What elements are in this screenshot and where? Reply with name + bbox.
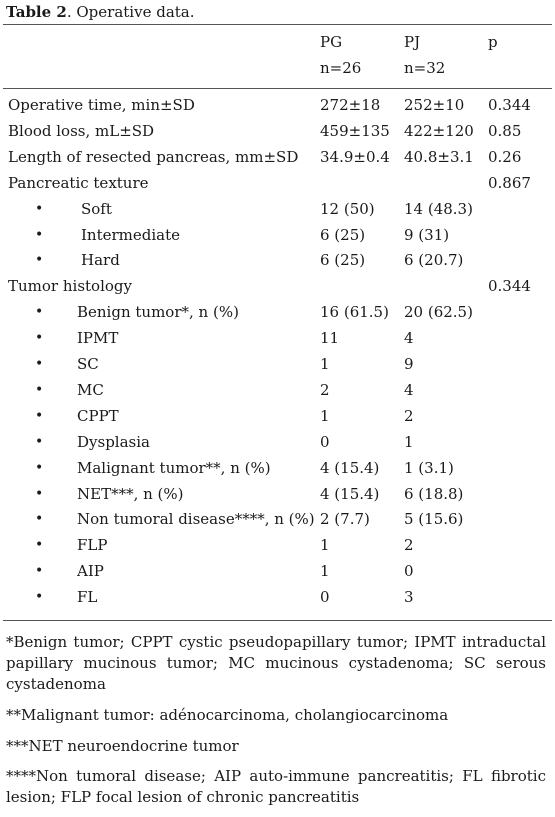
row-bullet: • [35,200,44,217]
header-pj-n: n=32 [404,59,446,77]
table-title: . Operative data. [66,3,195,21]
row-pj-value: 1 (3.1) [404,458,454,477]
row-label: IPMT [77,329,119,348]
header-pg: PG [320,33,343,51]
row-pg-value: 11 [320,329,340,348]
row-label: FLP [77,536,108,555]
row-label: NET***, n (%) [77,484,184,503]
row-pg-value: 1 [320,406,330,425]
row-pg-value: 34.9±0.4 [320,147,390,166]
row-pg-value: 4 (15.4) [320,484,380,503]
row-bullet: • [35,511,44,528]
row-label: AIP [77,562,104,581]
row-pj-value: 1 [404,432,414,451]
header-p: p [488,33,498,51]
footnote-net: ***NET neuroendocrine tumor [6,737,239,755]
header-pj: PJ [404,33,421,51]
row-pj-value: 4 [404,329,414,348]
row-label: Benign tumor*, n (%) [77,303,239,322]
row-label: FL [77,588,98,607]
row-pj-value: 9 (31) [404,225,450,244]
row-pj-value: 2 [404,536,414,555]
header-pg-n: n=26 [320,59,362,77]
row-pg-value: 459±135 [320,121,390,140]
row-label: Length of resected pancreas, mm±SD [8,147,299,166]
row-p-value: 0.85 [488,121,522,140]
row-label: Operative time, min±SD [8,96,195,114]
bottom-rule [3,620,552,621]
table-caption [6,3,195,21]
row-p-value: 0.26 [488,147,522,166]
row-label: Pancreatic texture [8,173,149,192]
row-bullet: • [35,433,44,450]
top-rule [3,24,552,25]
row-label: Hard [81,251,120,270]
table-label: Table 2 [6,3,67,21]
row-pj-value: 14 (48.3) [404,199,473,218]
row-pj-value: 6 (18.8) [404,484,464,503]
row-bullet: • [35,381,44,398]
row-bullet: • [35,304,44,321]
footnote-benign: *Benign tumor; CPPT cystic pseudopapillary tumor; IPMT intraductal papillary mucinous tumor; MC mucinous cystadenoma; SC serous cystadenoma [6,633,546,693]
footnote-malignant: **Malignant tumor: adénocarcinoma, cholangiocarcinoma [6,706,449,724]
row-pg-value: 2 (7.7) [320,510,370,529]
row-pg-value: 2 [320,380,330,399]
row-pg-value: 16 (61.5) [320,303,389,322]
row-label: Dysplasia [77,432,150,451]
row-bullet: • [35,407,44,424]
row-bullet: • [35,459,44,476]
row-label: Intermediate [81,225,181,244]
row-pj-value: 0 [404,562,414,581]
row-label: Blood loss, mL±SD [8,121,155,140]
row-pg-value: 1 [320,562,330,581]
row-bullet: • [35,589,44,606]
row-p-value: 0.867 [488,173,531,192]
row-bullet: • [35,563,44,580]
row-pg-value: 6 (25) [320,251,366,270]
footnote-non-tumoral: ****Non tumoral disease; AIP auto-immune pancreatitis; FL fibrotic lesion; FLP focal lesion of chronic pancreatitis [6,767,546,806]
row-label: MC [77,380,104,399]
row-bullet: • [35,252,44,269]
row-bullet: • [35,226,44,243]
row-pg-value: 1 [320,536,330,555]
row-label: SC [77,355,99,373]
row-pj-value: 40.8±3.1 [404,147,474,166]
row-pj-value: 422±120 [404,121,474,140]
row-label: Tumor histology [8,277,132,296]
row-label: CPPT [77,406,119,425]
row-pj-value: 2 [404,406,414,425]
row-label: Soft [81,199,112,218]
row-label: Malignant tumor**, n (%) [77,458,271,477]
row-p-value: 0.344 [488,96,531,114]
row-label: Non tumoral disease****, n (%) [77,510,315,529]
row-pg-value: 4 (15.4) [320,458,380,477]
row-pj-value: 20 (62.5) [404,303,473,322]
row-pj-value: 5 (15.6) [404,510,464,529]
row-pj-value: 9 [404,355,414,373]
row-pj-value: 4 [404,380,414,399]
row-bullet: • [35,537,44,554]
row-pg-value: 12 (50) [320,199,375,218]
row-pj-value: 3 [404,588,414,607]
row-pg-value: 1 [320,355,330,373]
row-bullet: • [35,330,44,347]
row-bullet: • [35,485,44,502]
row-pg-value: 0 [320,588,330,607]
row-pg-value: 6 (25) [320,225,366,244]
row-pg-value: 0 [320,432,330,451]
row-bullet: • [35,356,44,372]
row-p-value: 0.344 [488,277,531,296]
row-pj-value: 6 (20.7) [404,251,464,270]
header-rule [3,88,552,89]
row-pj-value: 252±10 [404,96,465,114]
row-pg-value: 272±18 [320,96,381,114]
